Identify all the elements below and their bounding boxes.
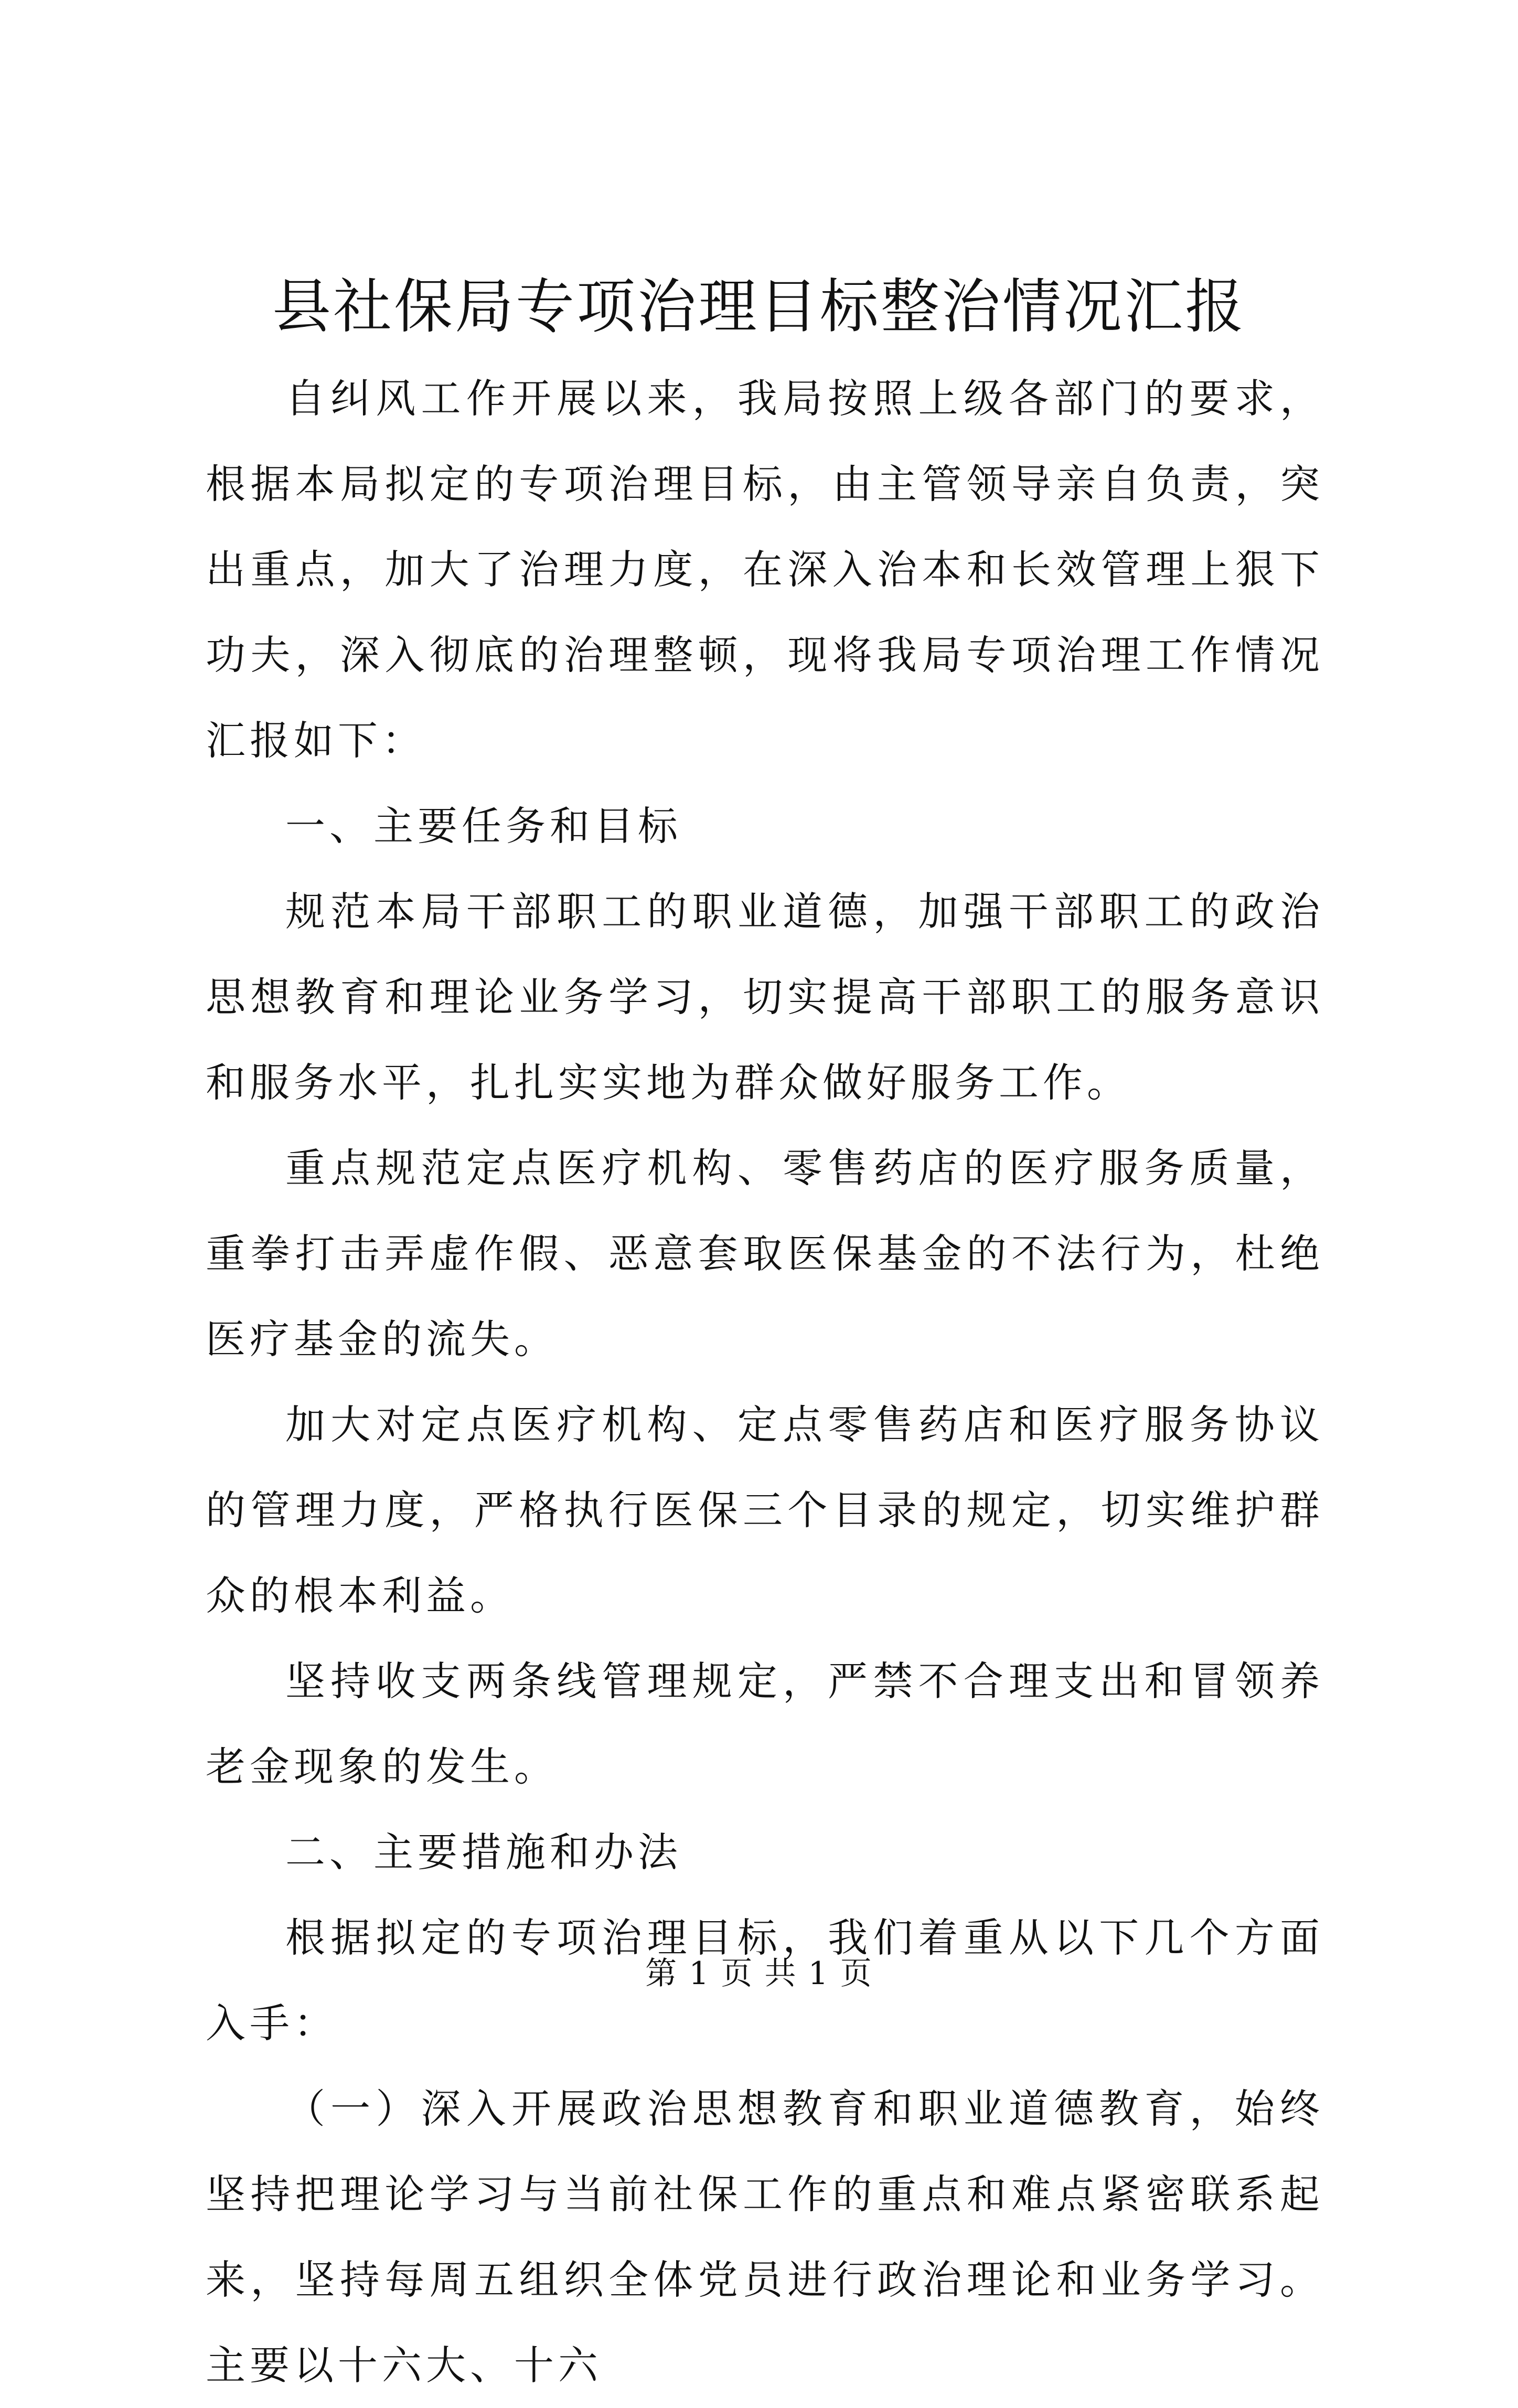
section-heading-measures: 二、主要措施和办法 — [285, 1829, 682, 1876]
paragraph-political-education: （一）深入开展政治思想教育和职业道德教育，始终坚持把理论学习与当前社保工作的重点和难点紧密联系起来，坚持每周五组织全体党员进行政治理论和业务学习。主要以十六大、十六 — [206, 2085, 1324, 2389]
paragraph-regulate-staff: 规范本局干部职工的职业道德，加强干部职工的政治思想教育和理论业务学习，切实提高干部职工的服务意识和服务水平，扎扎实实地为群众做好服务工作。 — [206, 888, 1324, 1106]
section-heading-tasks-goals: 一、主要任务和目标 — [285, 803, 682, 849]
paragraph-management-strength: 加大对定点医疗机构、定点零售药店和医疗服务协议的管理力度，严格执行医保三个目录的规定，切实维护群众的根本利益。 — [206, 1401, 1324, 1619]
paragraph-approach: 根据拟定的专项治理目标，我们着重从以下几个方面入手： — [206, 1914, 1324, 2047]
document-title: 县社保局专项治理目标整治情况汇报 — [272, 273, 1246, 341]
paragraph-intro: 自纠风工作开展以来，我局按照上级各部门的要求，根据本局拟定的专项治理目标，由主管领导亲自负责，突出重点，加大了治理力度，在深入治本和长效管理上狠下功夫，深入彻底的治理整顿，现将我局专项治理工作情况汇报如下： — [206, 375, 1324, 764]
paragraph-revenue-expenditure: 坚持收支两条线管理规定，严禁不合理支出和冒领养老金现象的发生。 — [206, 1658, 1324, 1790]
document-body — [206, 356, 1324, 2408]
paragraph-medical-service-quality: 重点规范定点医疗机构、零售药店的医疗服务质量，重拳打击弄虚作假、恶意套取医保基金的不法行为，杜绝医疗基金的流失。 — [206, 1145, 1324, 1362]
page-footer: 第 1 页 共 1 页 — [645, 1955, 873, 1992]
